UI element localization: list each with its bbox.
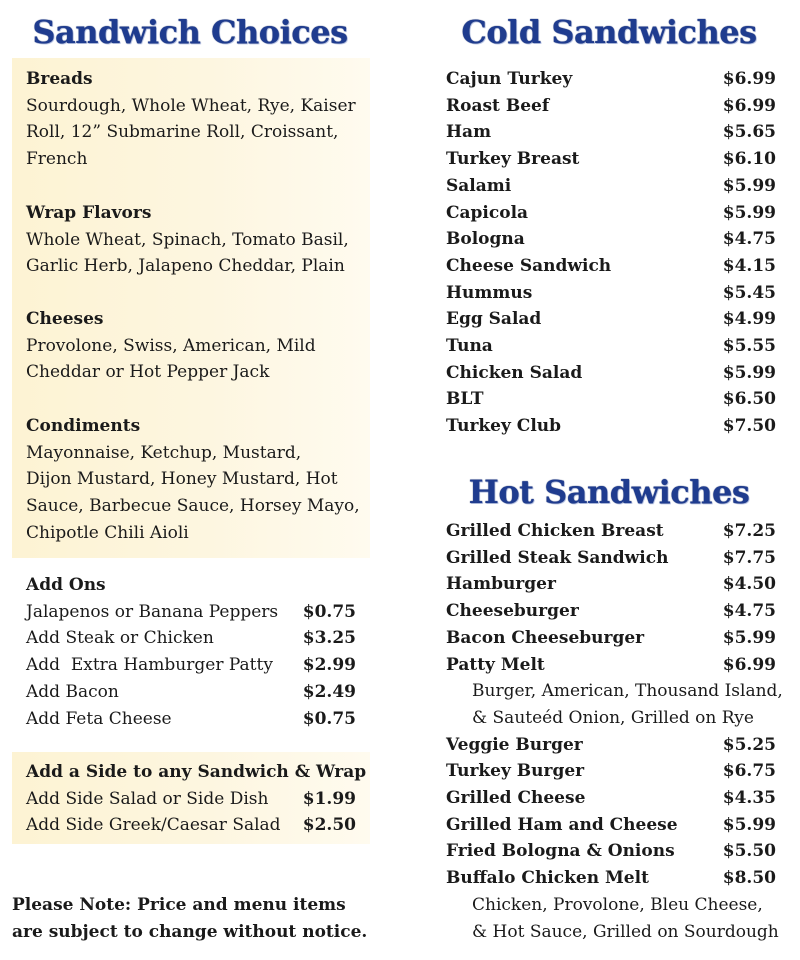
- menu-item-price: $4.35: [722, 788, 776, 809]
- add-on-name: Add Feta Cheese: [26, 708, 172, 729]
- add-ons-section: [26, 572, 366, 732]
- add-on-row: [26, 652, 356, 679]
- wrap-flavors-title: Wrap Flavors: [26, 203, 152, 223]
- menu-item-price: $6.10: [722, 149, 776, 170]
- add-on-price: $0.75: [302, 601, 356, 622]
- menu-item: [446, 571, 776, 598]
- menu-item: [446, 598, 776, 625]
- menu-item-price: $4.50: [722, 574, 776, 595]
- cold-sandwiches-list: [446, 66, 794, 440]
- menu-item-name: Chicken Salad: [446, 362, 583, 383]
- breads-title: Breads: [26, 69, 93, 89]
- menu-item: [446, 306, 776, 333]
- menu-item-price: $5.65: [722, 122, 776, 143]
- condiments-line: Mayonnaise, Ketchup, Mustard,: [26, 442, 302, 463]
- side-price: $2.50: [302, 815, 356, 836]
- sandwich-choices-heading: Sandwich Choices: [32, 13, 348, 51]
- menu-item-name: Egg Salad: [446, 309, 542, 330]
- menu-item: [446, 732, 776, 759]
- condiments-line: Dijon Mustard, Honey Mustard, Hot: [26, 469, 338, 490]
- price-note-line: are subject to change without notice.: [12, 922, 368, 942]
- menu-item: [446, 146, 776, 173]
- menu-item: [446, 865, 776, 892]
- menu-item: [446, 386, 776, 413]
- menu-item-description: & Hot Sauce, Grilled on Sourdough: [472, 921, 779, 942]
- menu-item-name: Grilled Ham and Cheese: [446, 814, 678, 835]
- menu-item: [446, 625, 776, 652]
- menu-item-price: $5.99: [722, 627, 776, 648]
- menu-item-name: Grilled Steak Sandwich: [446, 547, 669, 568]
- add-on-name: Jalapenos or Banana Peppers: [26, 601, 279, 622]
- menu-item: [446, 652, 776, 679]
- menu-item-name: Fried Bologna & Onions: [446, 841, 675, 862]
- side-row: [26, 812, 356, 839]
- menu-item-name: Salami: [446, 175, 512, 196]
- menu-item: [446, 66, 776, 93]
- condiments-line: Chipotle Chili Aioli: [26, 522, 189, 543]
- add-on-price: $0.75: [302, 708, 356, 729]
- menu-item: [446, 119, 776, 146]
- add-on-name: Add Bacon: [26, 681, 119, 702]
- menu-item-price: $4.15: [722, 255, 776, 276]
- menu-item-price: $5.99: [722, 362, 776, 383]
- add-on-row: [26, 599, 356, 626]
- menu-item: [446, 200, 776, 227]
- menu-item-price: $4.99: [722, 309, 776, 330]
- menu-item-name: Grilled Cheese: [446, 788, 586, 809]
- menu-item-price: $5.25: [722, 734, 776, 755]
- add-on-row: [26, 679, 356, 706]
- menu-item-name: Grilled Chicken Breast: [446, 521, 664, 541]
- menu-item-price: $5.45: [722, 282, 776, 303]
- hot-sandwiches-heading: Hot Sandwiches: [468, 473, 750, 511]
- menu-item-price: $5.50: [722, 841, 776, 862]
- menu-item-name: Buffalo Chicken Melt: [446, 868, 649, 889]
- breads-line: Sourdough, Whole Wheat, Rye, Kaiser: [26, 95, 356, 116]
- breads-line: French: [26, 149, 88, 170]
- wrap-flavors-line: Garlic Herb, Jalapeno Cheddar, Plain: [26, 256, 345, 277]
- add-on-price: $2.49: [302, 681, 356, 702]
- cheeses-title: Cheeses: [26, 309, 104, 329]
- menu-item-price: $4.75: [722, 601, 776, 622]
- cheeses-line: Provolone, Swiss, American, Mild: [26, 335, 316, 356]
- cold-sandwiches-heading: Cold Sandwiches: [461, 13, 757, 51]
- menu-item-name: Turkey Breast: [446, 149, 580, 170]
- menu-item-name: BLT: [446, 389, 484, 410]
- menu-item-price: $7.50: [722, 416, 776, 437]
- menu-item-name: Roast Beef: [446, 95, 550, 116]
- add-on-name: Add Extra Hamburger Patty: [26, 655, 273, 676]
- menu-item-name: Hummus: [446, 282, 533, 303]
- menu-item: [446, 280, 776, 307]
- menu-item: [446, 838, 776, 865]
- sides-panel: [12, 752, 370, 844]
- menu-item: [446, 785, 776, 812]
- menu-item-price: $5.55: [722, 336, 776, 357]
- menu-item-price: $6.75: [722, 761, 776, 782]
- menu-item: [446, 413, 776, 440]
- menu-item-price: $4.75: [722, 229, 776, 250]
- side-row: [26, 786, 356, 813]
- menu-item: [446, 226, 776, 253]
- wrap-flavors-line: Whole Wheat, Spinach, Tomato Basil,: [26, 229, 349, 250]
- menu-item-price: $8.50: [722, 868, 776, 889]
- menu-item-description: & Sauteéd Onion, Grilled on Rye: [472, 707, 754, 728]
- menu-item-name: Cajun Turkey: [446, 69, 573, 89]
- menu-item: [446, 93, 776, 120]
- add-on-name: Add Steak or Chicken: [26, 628, 214, 649]
- menu-item-name: Cheeseburger: [446, 601, 579, 622]
- menu-item: [446, 360, 776, 387]
- side-name: Add Side Salad or Side Dish: [26, 788, 269, 809]
- menu-item-name: Bacon Cheeseburger: [446, 627, 645, 648]
- menu-item-name: Bologna: [446, 229, 525, 250]
- menu-item-name: Capicola: [446, 202, 529, 223]
- breads-group: [26, 66, 370, 173]
- menu-item: [446, 758, 776, 785]
- menu-item-price: $6.50: [722, 389, 776, 410]
- menu-item-price: $7.75: [722, 547, 776, 568]
- add-ons-title: Add Ons: [26, 575, 106, 595]
- menu-item-name: Ham: [446, 122, 492, 143]
- wrap-flavors-group: [26, 200, 370, 280]
- menu-item-name: Cheese Sandwich: [446, 255, 612, 276]
- side-price: $1.99: [302, 788, 356, 809]
- add-on-price: $2.99: [302, 655, 356, 676]
- menu-item-name: Patty Melt: [446, 654, 545, 675]
- menu-item-name: Tuna: [446, 336, 493, 357]
- menu-item-price: $7.25: [722, 521, 776, 541]
- menu-item-name: Turkey Burger: [446, 761, 585, 782]
- condiments-group: [26, 413, 370, 547]
- cheeses-group: [26, 306, 370, 386]
- add-on-row: [26, 625, 356, 652]
- menu-item-description: Burger, American, Thousand Island,: [472, 681, 783, 702]
- hot-sandwiches-list: [446, 518, 794, 945]
- menu-item-price: $5.99: [722, 814, 776, 835]
- menu-item: [446, 333, 776, 360]
- condiments-title: Condiments: [26, 416, 141, 436]
- add-on-price: $3.25: [302, 628, 356, 649]
- menu-item-price: $5.99: [722, 175, 776, 196]
- choices-panel: [12, 58, 370, 558]
- price-note: [12, 892, 382, 946]
- menu-item-name: Hamburger: [446, 574, 556, 595]
- menu-item: [446, 173, 776, 200]
- menu-item: [446, 545, 776, 572]
- breads-line: Roll, 12” Submarine Roll, Croissant,: [26, 122, 339, 143]
- menu-item: [446, 253, 776, 280]
- menu-item-price: $6.99: [722, 95, 776, 116]
- sides-section: [26, 759, 370, 839]
- side-name: Add Side Greek/Caesar Salad: [26, 815, 281, 836]
- menu-item-name: Veggie Burger: [446, 734, 583, 755]
- menu-item: [446, 518, 776, 545]
- menu-item-name: Turkey Club: [446, 416, 562, 437]
- condiments-line: Sauce, Barbecue Sauce, Horsey Mayo,: [26, 496, 360, 517]
- cheeses-line: Cheddar or Hot Pepper Jack: [26, 362, 270, 383]
- menu-item-price: $5.99: [722, 202, 776, 223]
- menu-item: [446, 812, 776, 839]
- price-note-line: Please Note: Price and menu items: [12, 895, 346, 915]
- add-on-row: [26, 706, 356, 733]
- menu-item-description: Chicken, Provolone, Bleu Cheese,: [472, 894, 763, 915]
- menu-item-price: $6.99: [722, 69, 776, 89]
- sides-title: Add a Side to any Sandwich & Wrap: [26, 762, 367, 782]
- menu-item-price: $6.99: [722, 654, 776, 675]
